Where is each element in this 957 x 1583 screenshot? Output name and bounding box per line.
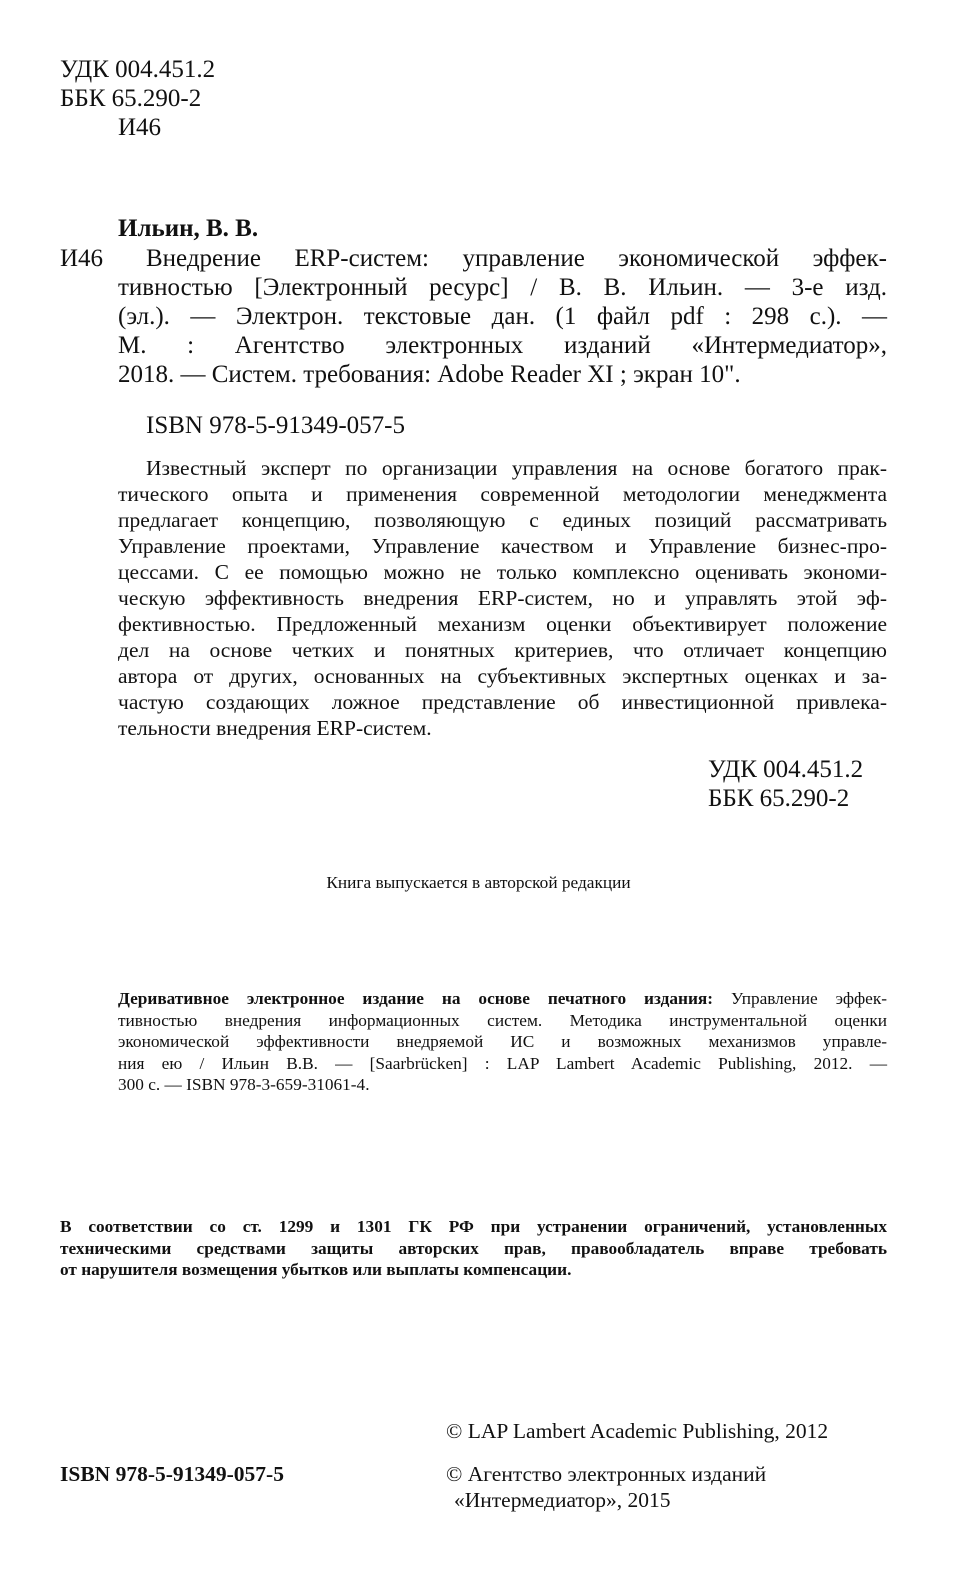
annotation-line: тического опыта и применения современной методологии менеджмента <box>118 482 887 506</box>
legal-notice-line: техническими средствами защиты авторских прав, правообладатель вправе требовать <box>60 1238 887 1258</box>
derivative-line: тивностью внедрения информационных систем. Методика инструментальной оценки <box>118 1010 887 1030</box>
bibliographic-line: М. : Агентство электронных изданий «Интермедиатор», <box>118 332 887 359</box>
legal-notice-line: от нарушителя возмещения убытков или выплаты компенсации. <box>60 1260 572 1279</box>
isbn-bottom: ISBN 978-5-91349-057-5 <box>60 1462 284 1486</box>
derivative-first-rest: Управление эффек- <box>713 989 887 1008</box>
annotation-line: цессами. С ее помощью можно не только комплексно оценивать экономи- <box>118 560 887 584</box>
annotation-line: Управление проектами, Управление качеством и Управление бизнес-про- <box>118 534 887 558</box>
author-heading: Ильин, В. В. <box>118 215 259 242</box>
bibliographic-description <box>118 244 887 389</box>
derivative-line-first <box>118 988 887 1010</box>
author-mark: И46 <box>118 114 162 141</box>
annotation-line: тельности внедрения ERP-систем. <box>118 716 432 740</box>
classification-top <box>60 55 215 142</box>
copyright-agency-line: © Агентство электронных изданий <box>446 1462 767 1486</box>
edition-note: Книга выпускается в авторской редакции <box>326 873 631 892</box>
derivative-line: 300 с. — ISBN 978-3-659-31061-4. <box>118 1075 370 1094</box>
legal-notice <box>60 1216 887 1281</box>
annotation <box>118 455 887 741</box>
entry-mark: И46 <box>60 245 104 272</box>
annotation-line: дел на основе четких и понятных критериев, что отличает концепцию <box>118 638 887 662</box>
derivative-line: экономической эффективности внедряемой ИС и возможных механизмов управле- <box>118 1032 887 1051</box>
copyright-lap: © LAP Lambert Academic Publishing, 2012 <box>446 1419 829 1443</box>
legal-notice-line: В соответствии со ст. 1299 и 1301 ГК РФ при устранении ограничений, установленных <box>60 1217 887 1236</box>
udk-code-bottom: УДК 004.451.2 <box>708 756 864 783</box>
bibliographic-line: Внедрение ERP-систем: управление экономической эффек- <box>146 245 887 272</box>
isbn-line: ISBN 978-5-91349-057-5 <box>146 412 406 439</box>
annotation-line: частую создающих ложное представление об инвестиционной привлека- <box>118 690 887 714</box>
annotation-line: автора от других, основанных на субъективных экспертных оценках и за- <box>118 664 887 688</box>
derivative-lead: Деривативное электронное издание на основе печатного издания: <box>118 989 714 1008</box>
bibliographic-line: тивностью [Электронный ресурс] / В. В. Ильин. — 3-е изд. <box>118 274 887 301</box>
bbk-code-bottom: ББК 65.290-2 <box>708 785 850 812</box>
copyright-agency-line: «Интермедиатор», 2015 <box>454 1488 671 1512</box>
annotation-line: ческую эффективность внедрения ERP-систем, но и управлять этой эф- <box>118 586 887 610</box>
bibliographic-line: (эл.). — Электрон. текстовые дан. (1 файл pdf : 298 с.). — <box>118 303 887 330</box>
annotation-line: фективностью. Предложенный механизм оценки объективирует положение <box>118 612 887 636</box>
annotation-line: Известный эксперт по организации управления на основе богатого прак- <box>146 456 887 480</box>
derivative-edition <box>118 988 887 1096</box>
copyright-agency <box>446 1461 766 1513</box>
annotation-line: предлагает концепцию, позволяющую с единых позиций рассматривать <box>118 508 887 532</box>
bibliographic-line: 2018. — Систем. требования: Adobe Reader XI ; экран 10". <box>118 361 741 388</box>
udk-code: УДК 004.451.2 <box>60 56 216 83</box>
bbk-code: ББК 65.290-2 <box>60 85 202 112</box>
derivative-line: ния ею / Ильин В.В. — [Saarbrücken] : LAP Lambert Academic Publishing, 2012. — <box>118 1053 887 1073</box>
classification-bottom <box>708 755 863 813</box>
